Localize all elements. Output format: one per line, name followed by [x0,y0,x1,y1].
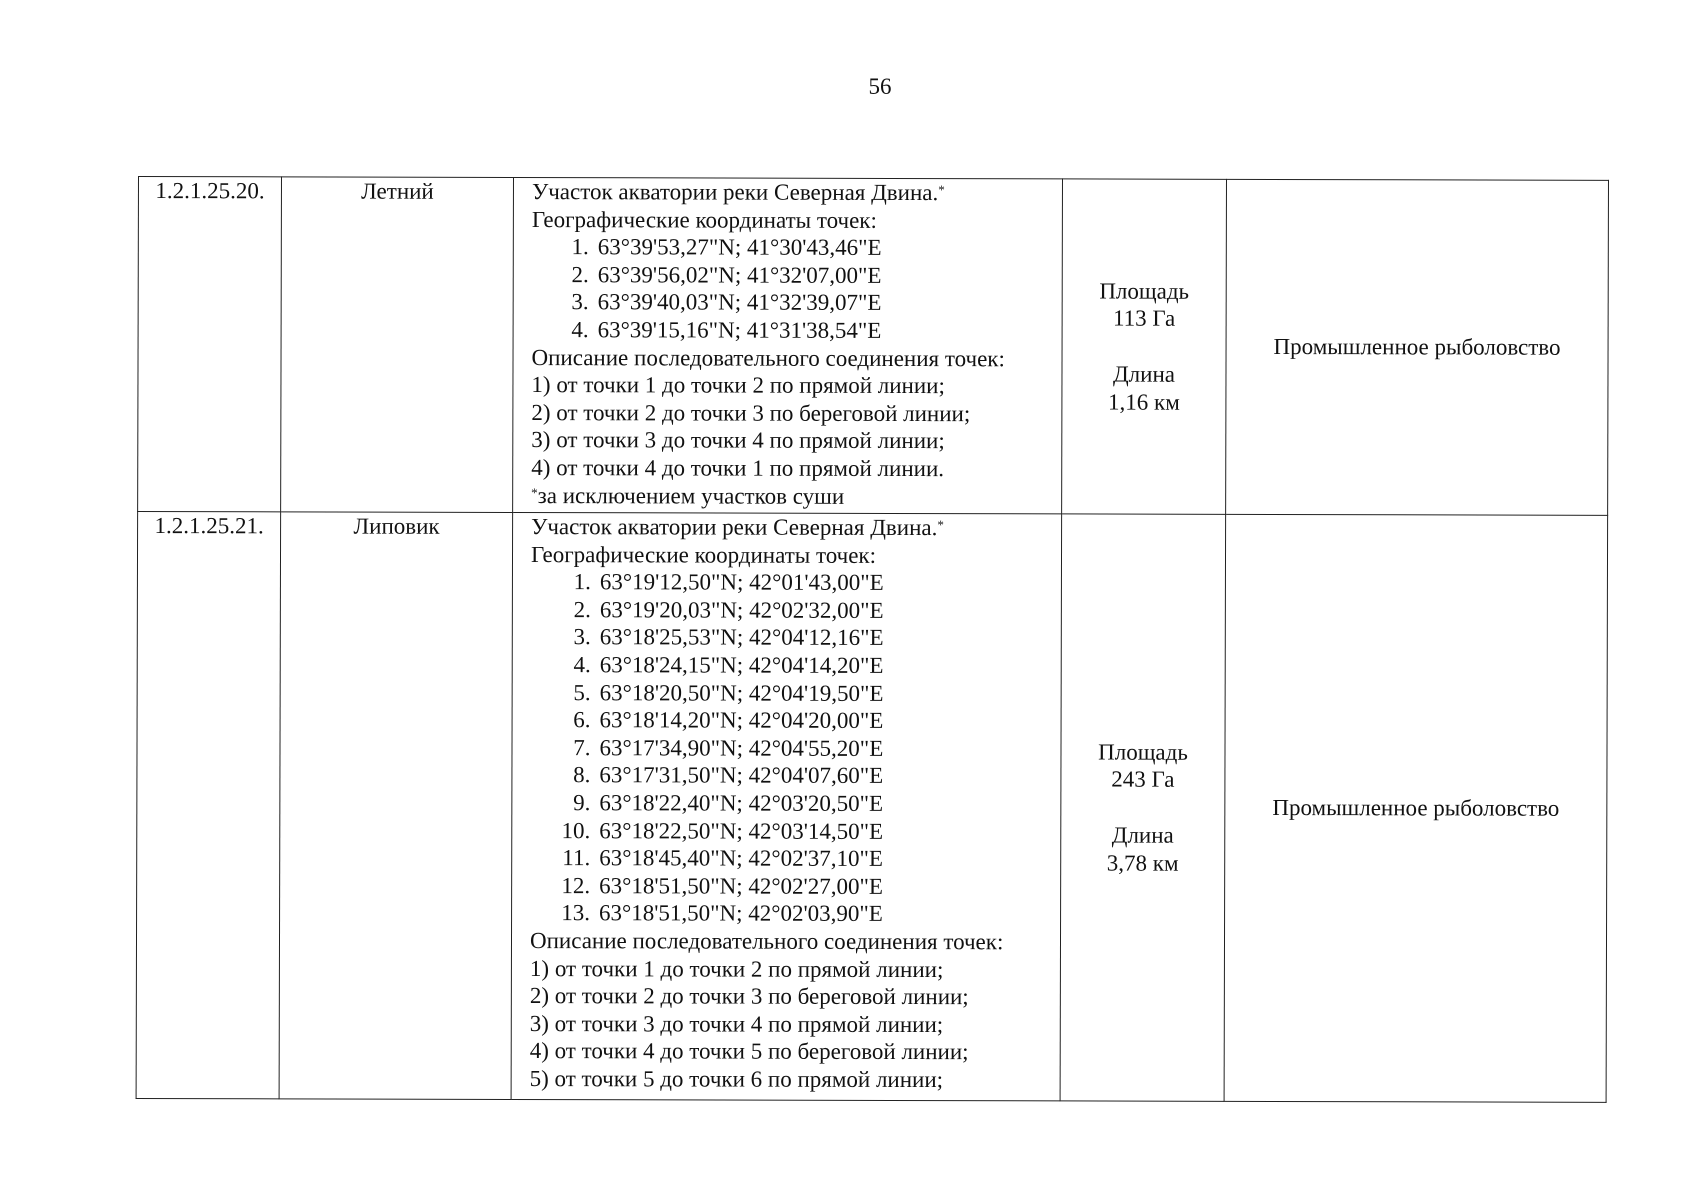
row-number: 1.2.1.25.21. [136,512,281,1099]
area-description [513,177,1063,513]
list-item: 2. 63°19'20,03"N; 42°02'32,00"E [573,596,884,623]
table-row [136,512,1608,1103]
area-name: Липовик [279,512,513,1100]
usage-type: Промышленное рыболовство [1226,179,1609,515]
list-item: 12. 63°18'51,50"N; 42°02'27,00"E [561,872,883,899]
connection-item: 2) от точки 2 до точки 3 по береговой линии; [531,399,971,426]
list-item: 5. 63°18'20,50"N; 42°04'19,50"E [573,679,884,706]
table-row [138,177,1609,516]
row-number: 1.2.1.25.20. [138,177,282,512]
length-value: 3,78 км [1106,850,1179,876]
area-label: Площадь [1099,278,1190,304]
area-metrics [1062,179,1227,514]
list-item: 3. 63°18'25,53"N; 42°04'12,16"E [573,624,884,651]
footnote-mark: * [937,517,944,533]
connection-item: 3) от точки 3 до точки 4 по прямой линии; [529,1010,944,1037]
coords-heading: Географические координаты точек: [530,541,877,568]
connection-item: 4) от точки 4 до точки 5 по береговой линии; [529,1038,969,1065]
list-item: 13. 63°18'51,50"N; 42°02'03,90"E [561,900,883,927]
list-item: 1. 63°19'12,50"N; 42°01'43,00"E [573,569,884,596]
coordinate-list [530,568,1061,928]
length-label: Длина [1112,361,1176,387]
description-title: Участок акватории реки Северная Двина.* [531,179,945,206]
usage-type: Промышленное рыболовство [1224,514,1608,1102]
coordinate-list [532,233,1062,345]
footnote-mark: * [938,182,945,198]
fishing-areas-table [136,176,1609,1103]
connection-item: 5) от точки 5 до точки 6 по прямой линии; [529,1065,944,1092]
connection-item: 4) от точки 4 до точки 1 по прямой линии. [531,454,945,482]
list-item: 9. 63°18'22,40"N; 42°03'20,50"E [573,790,884,816]
list-item: 2. 63°39'56,02"N; 41°32'07,00"E [571,261,882,288]
list-item: 7. 63°17'34,90"N; 42°04'55,20"E [573,734,884,761]
description-title: Участок акватории реки Северная Двина.* [531,514,944,541]
connection-item: 2) от точки 2 до точки 3 по береговой линии; [529,983,969,1010]
area-value: 113 Га [1112,305,1176,332]
area-label: Площадь [1098,739,1188,765]
list-item: 11. 63°18'45,40"N; 42°02'37,10"E [562,845,884,872]
list-item: 6. 63°18'14,20"N; 42°04'20,00"E [573,707,884,734]
connection-item: 1) от точки 1 до точки 2 по прямой линии; [531,372,945,399]
list-item: 10. 63°18'22,50"N; 42°03'14,50"E [561,817,884,844]
page-number: 56 [868,74,892,99]
connection-item: 3) от точки 3 до точки 4 по прямой линии; [531,427,945,454]
footnote: *за исключением участков суши [531,482,845,509]
list-item: 4. 63°39'15,16"N; 41°31'38,54"E [571,317,882,343]
list-item: 8. 63°17'31,50"N; 42°04'07,60"E [573,762,884,789]
connection-heading: Описание последовательного соединения точек: [531,344,1005,371]
connection-item: 1) от точки 1 до точки 2 по прямой линии; [529,955,944,982]
area-description [511,512,1062,1100]
connection-heading: Описание последовательного соединения точек: [529,927,1004,955]
area-name: Летний [281,177,514,513]
length-label: Длина [1111,822,1174,848]
area-value: 243 Га [1111,766,1175,793]
list-item: 3. 63°39'40,03"N; 41°32'39,07"E [571,289,882,316]
list-item: 1. 63°39'53,27"N; 41°30'43,46"E [571,234,882,261]
length-value: 1,16 км [1108,389,1180,415]
list-item: 4. 63°18'24,15"N; 42°04'14,20"E [573,652,884,678]
area-metrics [1060,514,1226,1101]
coords-heading: Географические координаты точек: [531,206,877,233]
